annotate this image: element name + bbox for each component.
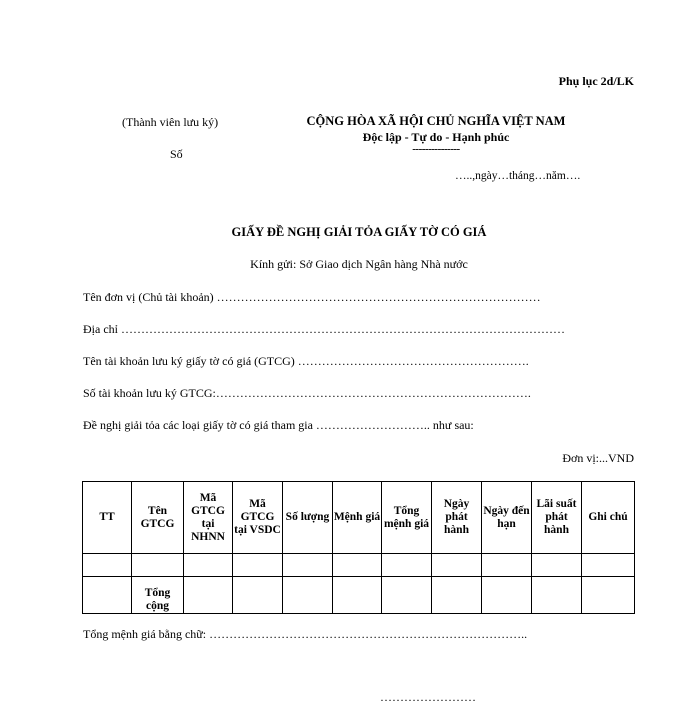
securities-table xyxy=(82,481,635,614)
document-title: GIẤY ĐỀ NGHỊ GIẢI TỎA GIẤY TỜ CÓ GIÁ xyxy=(231,225,487,239)
table-row xyxy=(83,554,635,577)
col-header-total-face-value: Tổng mệnh giá xyxy=(382,482,432,554)
currency-unit: Đơn vị:...VND xyxy=(562,451,634,465)
number-label: Số xyxy=(170,147,183,161)
col-header-face-value: Mệnh giá xyxy=(333,482,382,554)
col-header-quantity: Số lượng xyxy=(283,482,333,554)
national-motto: Độc lập - Tự do - Hạnh phúc xyxy=(362,130,510,144)
table-total-row xyxy=(83,577,635,614)
col-header-name: Tên GTCG xyxy=(132,482,184,554)
field-account-number: Số tài khoản lưu ký GTCG:……………………………………………………………………. xyxy=(83,386,531,400)
country-name: CỘNG HÒA XÃ HỘI CHỦ NGHĨA VIỆT NAM xyxy=(306,114,566,128)
table-header-row xyxy=(83,482,635,554)
col-header-maturity-date: Ngày đến hạn xyxy=(482,482,532,554)
recipient-line: Kính gửi: Sở Giao dịch Ngân hàng Nhà nước xyxy=(250,257,468,271)
total-label: Tổng cộng xyxy=(132,577,184,614)
col-header-code-vsdc: Mã GTCG tại VSDC xyxy=(233,482,283,554)
col-header-code-nhnn: Mã GTCG tại NHNN xyxy=(184,482,233,554)
appendix-label: Phụ lục 2d/LK xyxy=(558,74,634,88)
col-header-notes: Ghi chú xyxy=(582,482,635,554)
col-header-issue-date: Ngày phát hành xyxy=(432,482,482,554)
amount-in-words: Tổng mệnh giá bằng chữ: …………………………………………………………………….. xyxy=(83,627,528,641)
field-unit-name: Tên đơn vị (Chủ tài khoản) ……………………………………………………………………… xyxy=(83,290,541,304)
member-label: (Thành viên lưu ký) xyxy=(122,115,219,129)
field-account-name: Tên tài khoản lưu ký giấy tờ có giá (GTCG) …………………………………………………. xyxy=(83,354,529,368)
motto-separator: --------------- xyxy=(412,143,460,155)
field-address: Địa chỉ ………………………………………………………………………………………………… xyxy=(83,322,565,336)
date-line: …..,ngày…tháng…năm…. xyxy=(455,170,581,182)
col-header-tt: TT xyxy=(83,482,132,554)
bottom-partial-text: …………………… xyxy=(380,690,476,704)
field-request-line: Đề nghị giải tỏa các loại giấy tờ có giá tham gia ……………………….. như sau: xyxy=(83,418,474,432)
col-header-interest-rate: Lãi suất phát hành xyxy=(532,482,582,554)
